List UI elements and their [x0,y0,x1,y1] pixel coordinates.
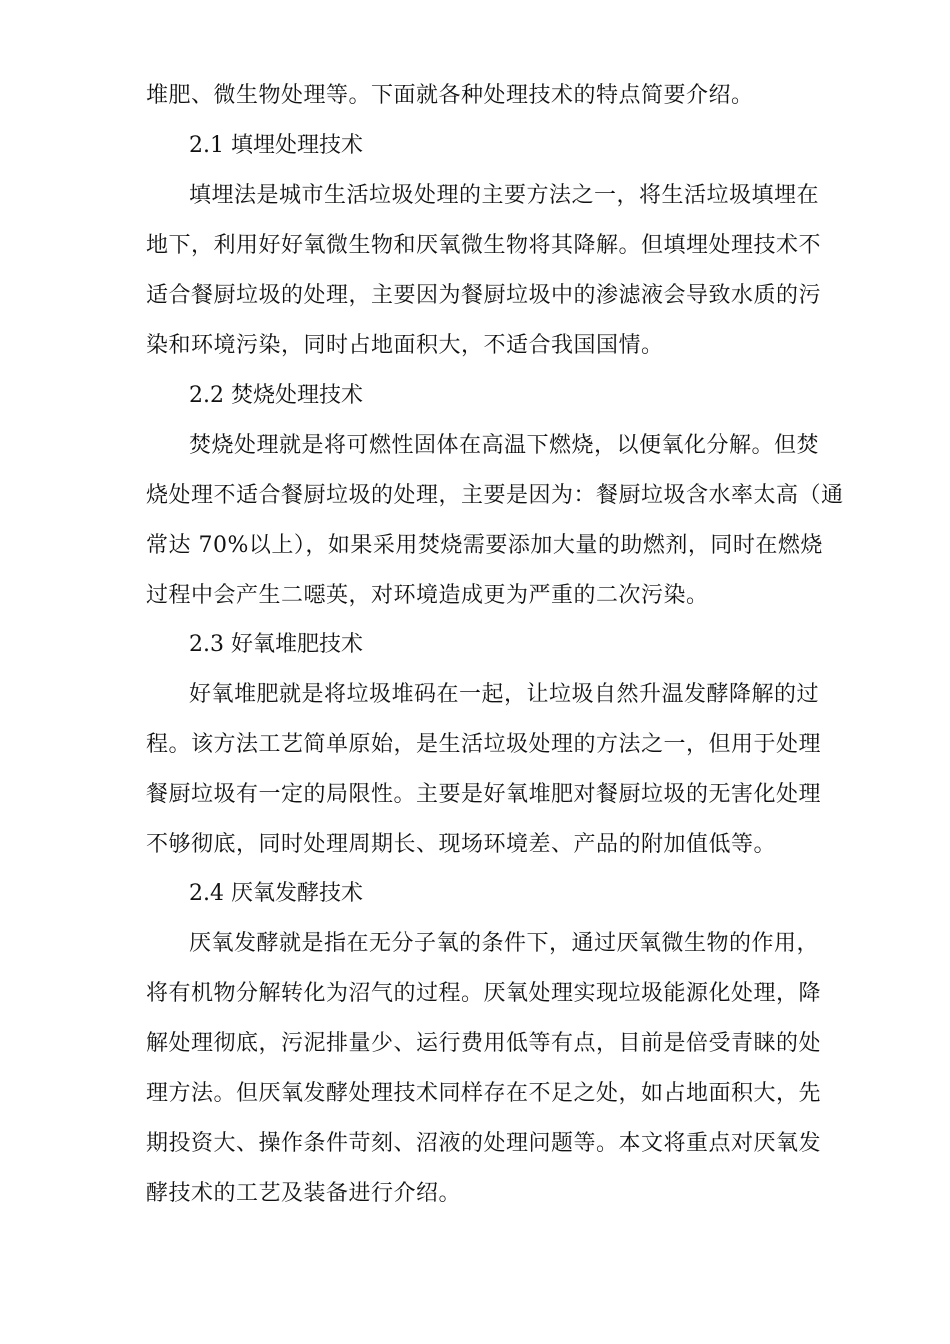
section-heading-2-3: 2.3 好氧堆肥技术 [189,632,363,657]
body-line: 地下，利用好好氧微生物和厌氧微生物将其降解。但填埋处理技术不 [146,233,822,258]
body-line: 好氧堆肥就是将垃圾堆码在一起，让垃圾自然升温发酵降解的过 [189,682,820,707]
body-line: 焚烧处理就是将可燃性固体在高温下燃烧，以便氧化分解。但焚 [189,433,820,458]
body-line: 适合餐厨垃圾的处理，主要因为餐厨垃圾中的渗滤液会导致水质的污 [146,283,822,308]
body-line: 不够彻底，同时处理周期长、现场环境差、产品的附加值低等。 [146,832,777,857]
body-line: 理方法。但厌氧发酵处理技术同样存在不足之处，如占地面积大，先 [146,1081,822,1106]
body-line: 将有机物分解转化为沼气的过程。厌氧处理实现垃圾能源化处理，降 [146,981,822,1006]
body-line: 常达 70%以上），如果采用焚烧需要添加大量的助燃剂，同时在燃烧 [146,533,823,558]
body-line: 染和环境污染，同时占地面积大，不适合我国国情。 [146,333,664,358]
section-heading-2-2: 2.2 焚烧处理技术 [189,383,363,408]
body-line: 厌氧发酵就是指在无分子氧的条件下，通过厌氧微生物的作用， [189,931,820,956]
body-line: 烧处理不适合餐厨垃圾的处理，主要是因为：餐厨垃圾含水率太高（通 [146,483,844,508]
body-line: 解处理彻底，污泥排量少、运行费用低等有点，目前是倍受青睐的处 [146,1031,822,1056]
body-line: 酵技术的工艺及装备进行介绍。 [146,1181,462,1206]
body-line: 餐厨垃圾有一定的局限性。主要是好氧堆肥对餐厨垃圾的无害化处理 [146,782,822,807]
section-heading-2-4: 2.4 厌氧发酵技术 [189,881,363,906]
body-line: 程。该方法工艺简单原始，是生活垃圾处理的方法之一，但用于处理 [146,732,822,757]
body-line: 堆肥、微生物处理等。下面就各种处理技术的特点简要介绍。 [146,83,754,108]
body-line: 期投资大、操作条件苛刻、沼液的处理问题等。本文将重点对厌氧发 [146,1131,822,1156]
body-line: 填埋法是城市生活垃圾处理的主要方法之一，将生活垃圾填埋在 [189,183,820,208]
section-heading-2-1: 2.1 填埋处理技术 [189,133,363,158]
body-line: 过程中会产生二噁英，对环境造成更为严重的二次污染。 [146,583,709,608]
